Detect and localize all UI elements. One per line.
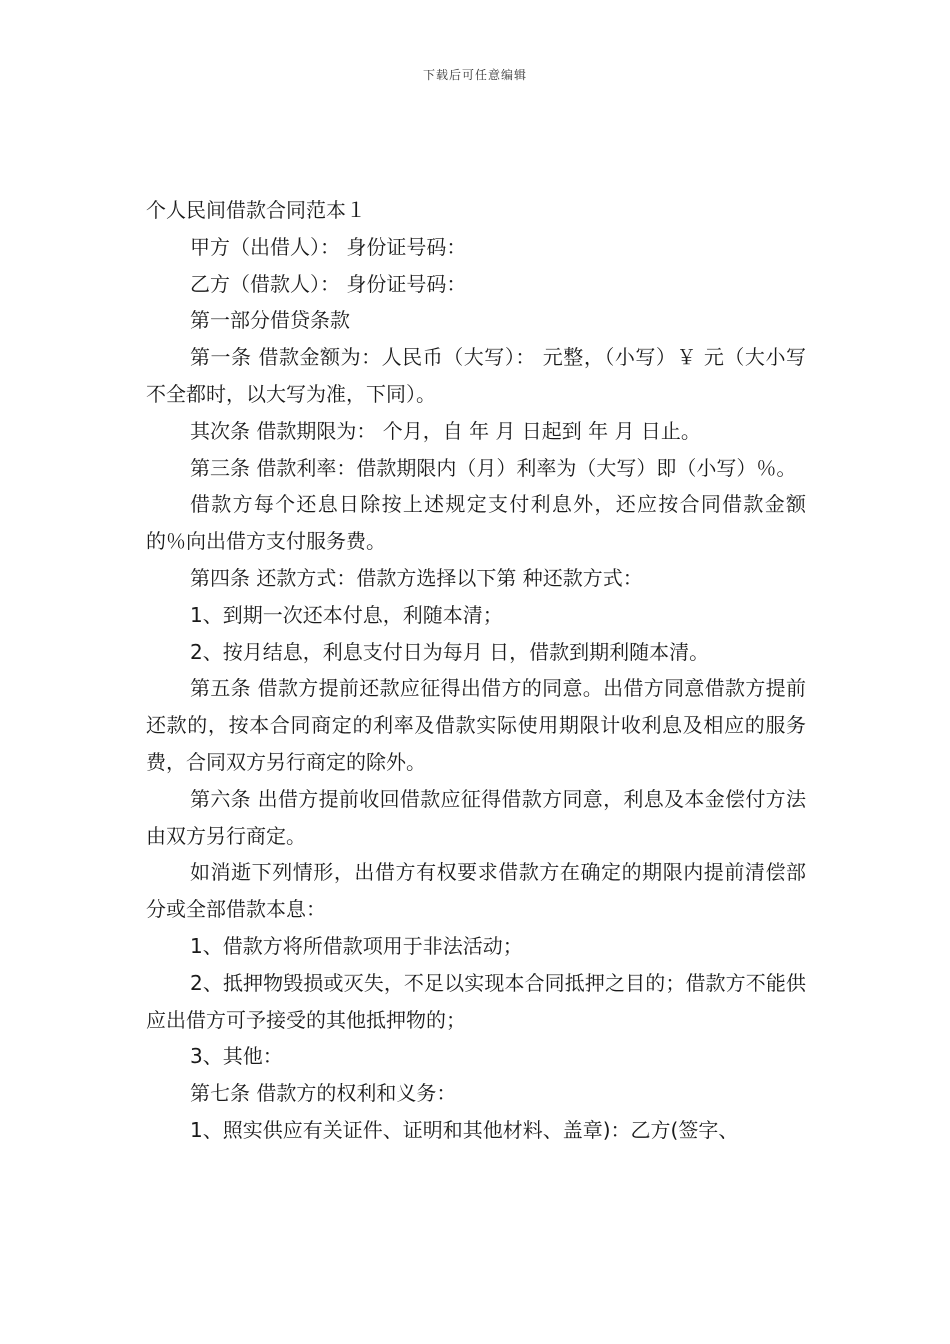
- paragraph-service-fee: 借款方每个还息日除按上述规定支付利息外，还应按合同借款金额的％向出借方支付服务费。: [146, 492, 806, 554]
- list-item-obligation-1: 1、照实供应有关证件、证明和其他材料、盖章)：乙方(签字、: [190, 1117, 739, 1142]
- paragraph-article-2: 其次条 借款期限为： 个月，自 年 月 日起到 年 月 日止。: [190, 418, 701, 443]
- list-item-case-1: 1、借款方将所借款项用于非法活动；: [190, 933, 523, 958]
- paragraph-article-6: 第六条 出借方提前收回借款应征得借款方同意，利息及本金偿付方法由双方另行商定。: [146, 786, 806, 848]
- section-heading-part-one: 第一部分借贷条款: [190, 308, 350, 333]
- list-item-repay-2: 2、按月结息，利息支付日为每月 日，借款到期利随本清。: [190, 639, 710, 664]
- document-body: [146, 192, 806, 1149]
- paragraph-article-5: 第五条 借款方提前还款应征得出借方的同意。出借方同意借款方提前还款的，按本合同商定的利率及借款实际使用期限计收利息及相应的服务费，合同双方另行商定的除外。: [146, 676, 806, 774]
- paragraph-article-4: 第四条 还款方式：借款方选择以下第 种还款方式：: [190, 565, 643, 590]
- list-item-repay-1: 1、到期一次还本付息，利随本清；: [190, 602, 503, 627]
- paragraph-article-7: 第七条 借款方的权利和义务：: [190, 1081, 457, 1106]
- paragraph-party-b: 乙方（借款人）： 身份证号码：: [190, 271, 467, 296]
- list-item-case-2: 2、抵押物毁损或灭失，不足以实现本合同抵押之目的；借款方不能供应出借方可予接受的其他抵押物的；: [146, 970, 806, 1032]
- paragraph-early-repayment: 如消逝下列情形，出借方有权要求借款方在确定的期限内提前清偿部分或全部借款本息：: [146, 860, 806, 922]
- paragraph-article-3: 第三条 借款利率：借款期限内（月）利率为（大写）即（小写）％。: [190, 455, 797, 480]
- page-header-note: 下载后可任意编辑: [422, 68, 527, 82]
- paragraph-party-a: 甲方（出借人）： 身份证号码：: [190, 234, 467, 259]
- list-item-case-3: 3、其他：: [190, 1044, 283, 1069]
- document-title: 个人民间借款合同范本１: [146, 198, 366, 222]
- paragraph-article-1: 第一条 借款金额为：人民币（大写）： 元整，（小写）￥ 元（大小写不全都时，以大写为准，下同）。: [146, 345, 806, 406]
